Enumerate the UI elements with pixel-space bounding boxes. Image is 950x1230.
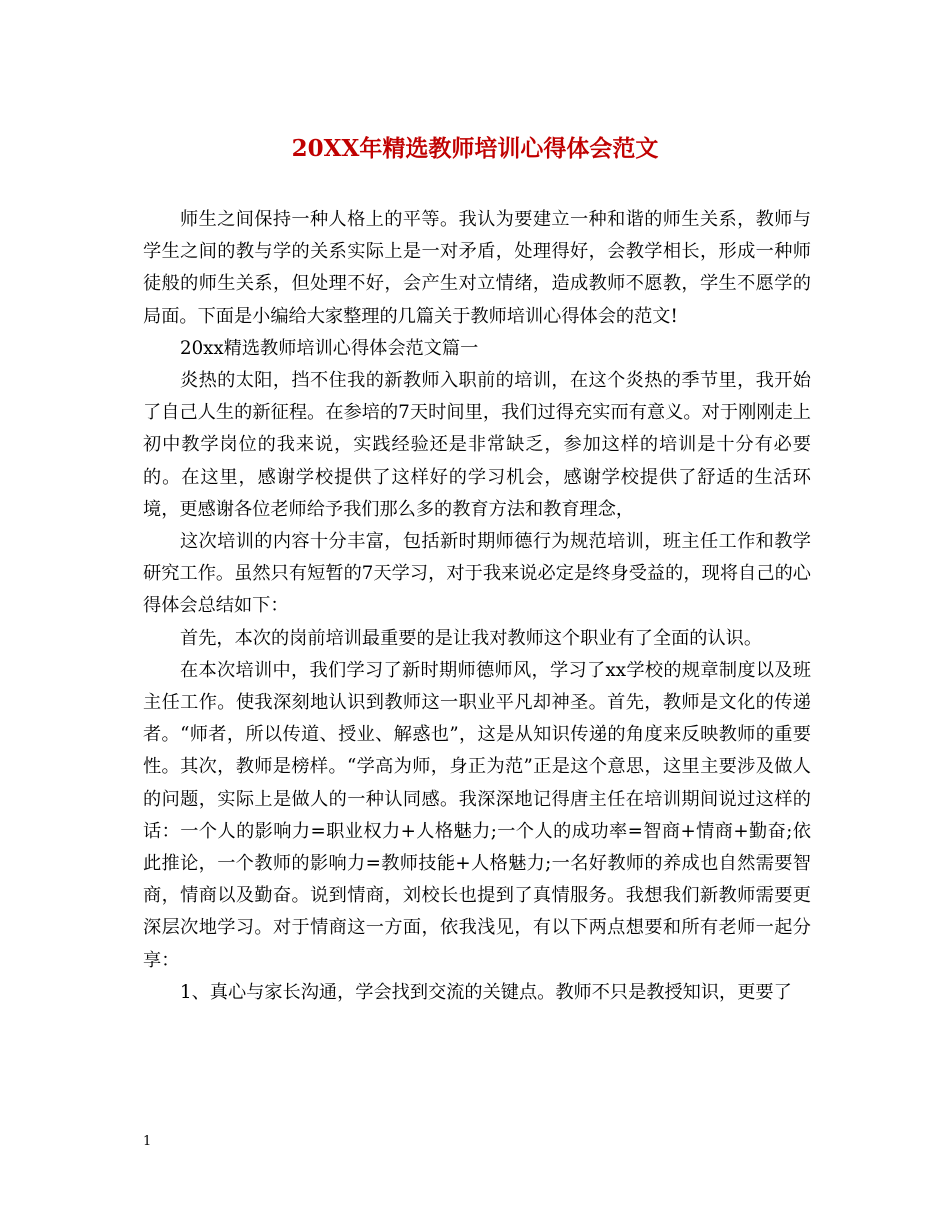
paragraph-training-start: 炎热的太阳，挡不住我的新教师入职前的培训，在这个炎热的季节里，我开始了自己人生的新征程。在参培的7天时间里，我们过得充实而有意义。对于刚刚走上初中教学岗位的我来说，实践经验还是非常缺乏，参加这样的培训是十分有必要的。在这里，感谢学校提供了这样好的学习机会，感谢学校提供了舒适的生活环境，更感谢各位老师给予我们那么多的教育方法和教育理念， [143, 370, 811, 520]
page-number: 1 [143, 1134, 152, 1149]
paragraph-teacher-role: 在本次培训中，我们学习了新时期师德师风，学习了xx学校的规章制度以及班主任工作。使我深刻地认识到教师这一职业平凡却神圣。首先，教师是文化的传递者。“师者，所以传道、授业、解惑也”，这是从知识传递的角度来反映教师的重要性。其次，教师是榜样。“学高为师，身正为范”正是这个意思，这里主要涉及做人的问题，实际上是做人的一种认同感。我深深地记得唐主任在培训期间说过这样的话：一个人的影响力=职业权力+人格魅力;一个人的成功率=智商+情商+勤奋;依此推论，一个教师的影响力=教师技能+人格魅力;一名好教师的养成也自然需要智商，情商以及勤奋。说到情商，刘校长也提到了真情服务。我想我们新教师需要更深层次地学习。对于情商这一方面，依我浅见，有以下两点想要和所有老师一起分享： [143, 659, 811, 971]
paragraph-section-heading: 20xx精选教师培训心得体会范文篇一 [180, 337, 479, 359]
paragraph-training-content: 这次培训的内容十分丰富，包括新时期师德行为规范培训，班主任工作和教学研究工作。虽然只有短暂的7天学习，对于我来说必定是终身受益的，现将自己的心得体会总结如下： [143, 531, 811, 617]
paragraph-point-one: 1、真心与家长沟通，学会找到交流的关键点。教师不只是教授知识，更要了 [180, 981, 792, 1003]
paragraph-first-point: 首先，本次的岗前培训最重要的是让我对教师这个职业有了全面的认识。 [180, 627, 763, 649]
document-title: 20XX年精选教师培训心得体会范文 [291, 135, 659, 162]
paragraph-intro: 师生之间保持一种人格上的平等。我认为要建立一种和谐的师生关系，教师与学生之间的教与学的关系实际上是一对矛盾，处理得好，会教学相长，形成一种师徒般的师生关系，但处理不好，会产生对立情绪，造成教师不愿教，学生不愿学的局面。下面是小编给大家整理的几篇关于教师培训心得体会的范文! [143, 209, 811, 327]
document-body [143, 204, 811, 1009]
